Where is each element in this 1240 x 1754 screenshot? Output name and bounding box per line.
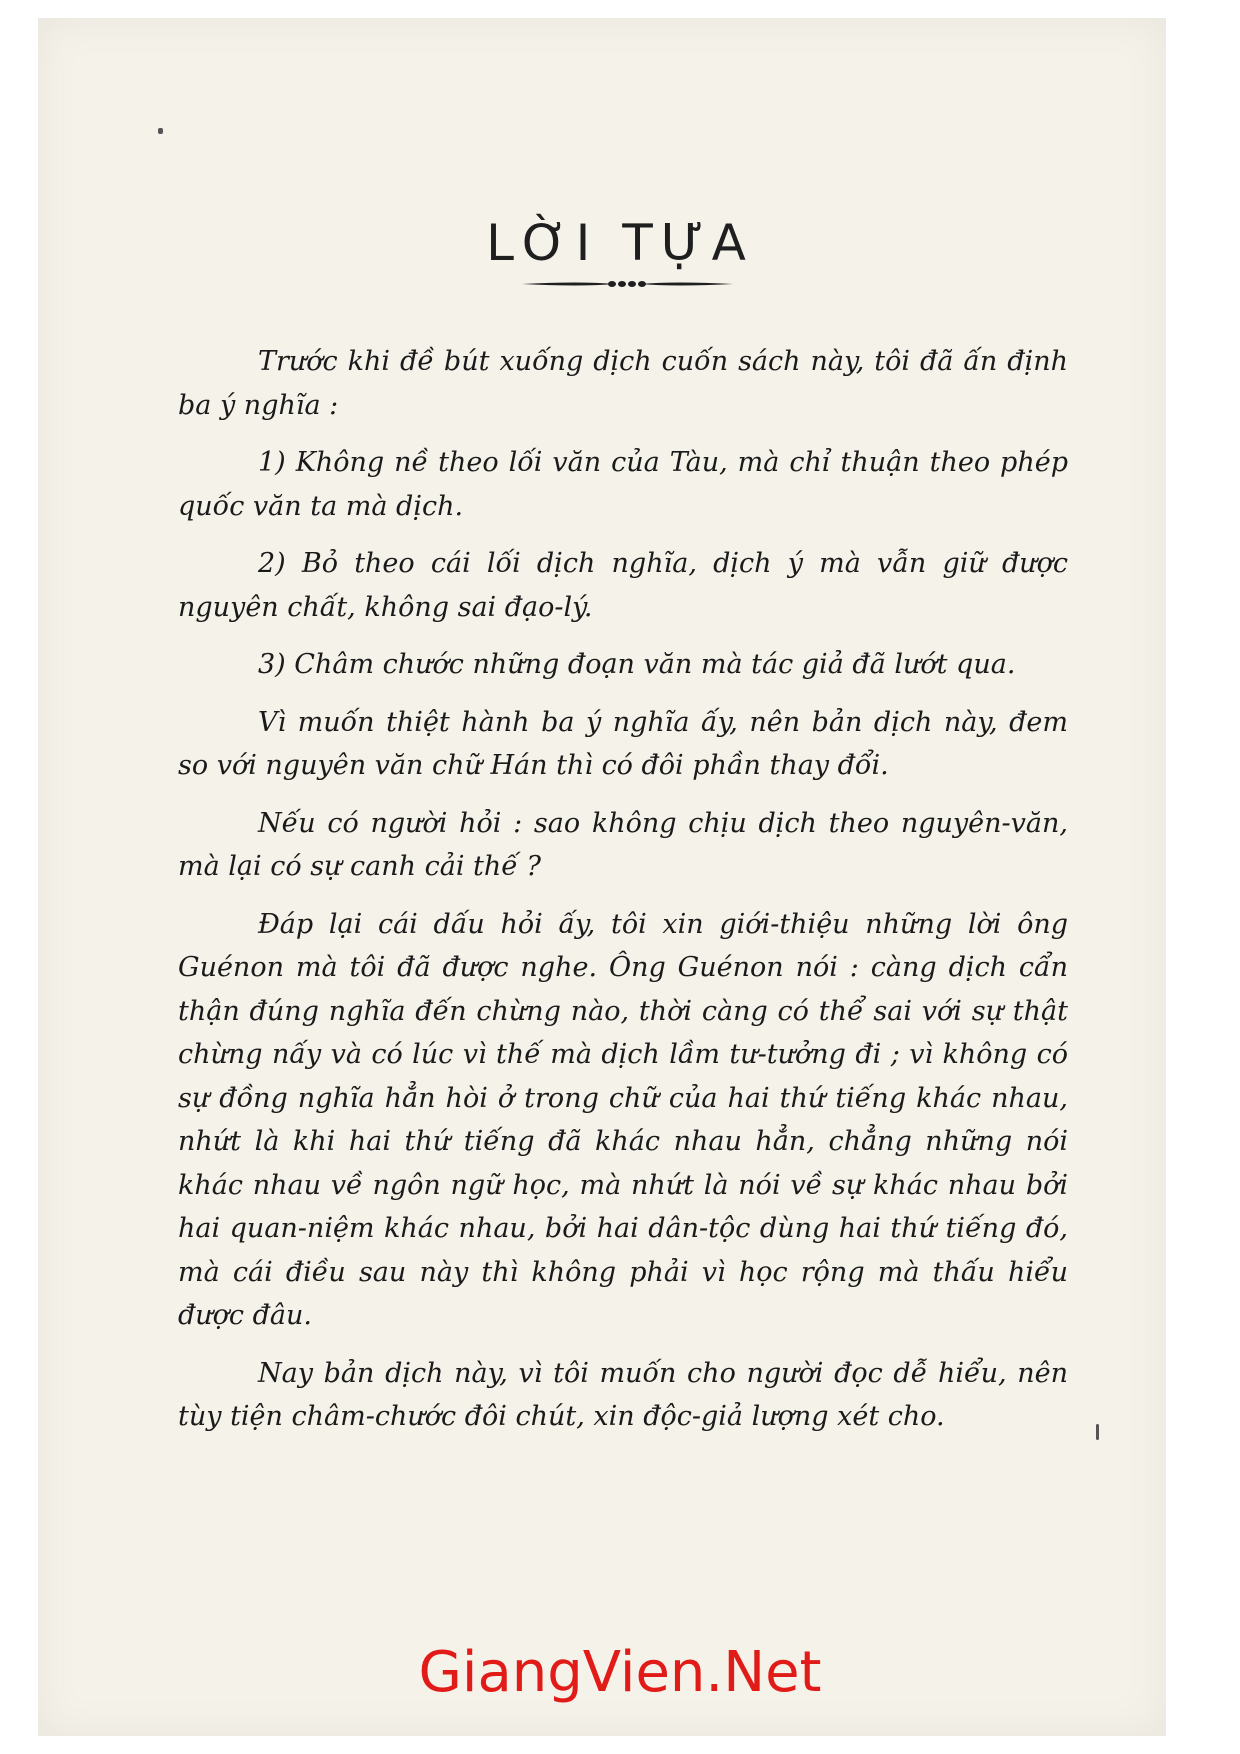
paragraph: Trước khi đề bút xuống dịch cuốn sách này, tôi đã ấn định ba ý nghĩa : — [178, 346, 1068, 421]
paragraph: Đáp lại cái dấu hỏi ấy, tôi xin giới-thiệu những lời ông Guénon mà tôi đã được nghe. Ông Guénon nói : càng dịch cẩn thận đúng nghĩa đến chừng nào, thời càng có thể sai với sự thật chừng nấy và có lúc vì thế mà dịch lầm tư-tưởng đi ; vì không có sự đồng nghĩa hẳn hòi ở trong chữ của hai thứ tiếng khác nhau, nhứt là khi hai thứ tiếng đã khác nhau hẳn, chẳng những nói khác nhau về ngôn ngữ học, mà nhứt là nói về sự khác nhau bởi hai quan-niệm khác nhau, bởi hai dân-tộc dùng hai thứ tiếng đó, mà cái điều sau này thì không phải vì học rộng mà thấu hiểu được đâu. — [178, 908, 1068, 1331]
paragraph: Nay bản dịch này, vì tôi muốn cho người đọc dễ hiểu, nên tùy tiện châm-chước đôi chút, xin độc-giả lượng xét cho. — [178, 1357, 1068, 1432]
paragraph: Nếu có người hỏi : sao không chịu dịch theo nguyên-văn, mà lại có sự canh cải thế ? — [178, 807, 1068, 882]
paragraph: Vì muốn thiệt hành ba ý nghĩa ấy, nên bản dịch này, đem so với nguyên văn chữ Hán thì có đôi phần thay đổi. — [178, 706, 1068, 781]
watermark: GiangVien.Net — [418, 1640, 822, 1705]
scan-speck — [1096, 1424, 1099, 1440]
paragraph: 3) Châm chước những đoạn văn mà tác giả đã lướt qua. — [258, 649, 1016, 680]
preface-body — [178, 340, 1068, 1453]
paragraph: 1) Không nề theo lối văn của Tàu, mà chỉ thuận theo phép quốc văn ta mà dịch. — [178, 447, 1068, 522]
page-title: LỜI TỰA — [486, 213, 754, 272]
paragraph: 2) Bỏ theo cái lối dịch nghĩa, dịch ý mà vẫn giữ được nguyên chất, không sai đạo-lý. — [178, 548, 1068, 623]
title-divider-ornament — [520, 272, 735, 296]
scan-speck — [158, 128, 163, 134]
